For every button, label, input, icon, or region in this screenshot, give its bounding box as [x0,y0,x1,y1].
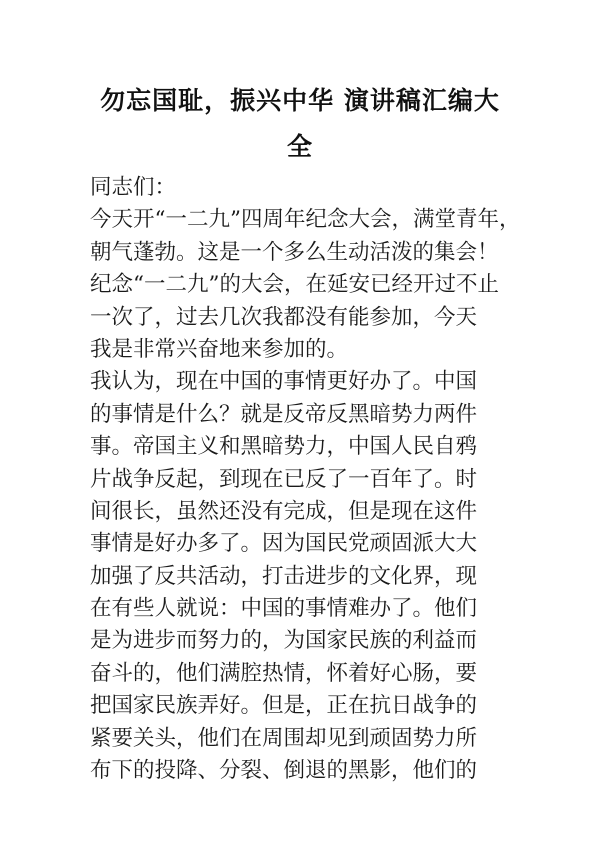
body-line: 把国家民族弄好。但是，正在抗日战争的 [90,693,478,719]
body-line: 在有些人就说：中国的事情难办了。他们 [90,596,478,622]
body-line: 的事情是什么？就是反帝反黑暗势力两件 [90,401,478,427]
body-line: 同志们： [90,175,177,200]
body-line: 紧要关头，他们在周围却见到顽固势力所 [90,725,478,751]
body-line: 是为进步而努力的，为国家民族的利益而 [90,628,478,654]
document-body [90,172,522,787]
body-line: 加强了反共活动，打击进步的文化界，现 [90,563,478,589]
document-title [90,78,510,170]
body-line: 纪念“一二九”的大会，在延安已经开过不止 [90,272,499,298]
body-line: 我认为，现在中国的事情更好办了。中国 [90,369,478,395]
body-line: 布下的投降、分裂、倒退的黑影，他们的 [90,758,478,784]
body-line: 朝气蓬勃。这是一个多么生动活泼的集会！ [90,239,499,265]
body-line: 事情是好办多了。因为国民党顽固派大大 [90,531,478,557]
body-line: 一次了，过去几次我都没有能参加，今天 [90,304,478,330]
body-line: 我是非常兴奋地来参加的。 [90,336,349,362]
body-line: 事。帝国主义和黑暗势力，中国人民自鸦 [90,434,478,460]
body-line: 间很长，虽然还没有完成，但是现在这件 [90,498,478,524]
body-line: 今天开“一二九”四周年纪念大会，满堂青年， [90,207,521,233]
title-line-1: 勿忘国耻，振兴中华 演讲稿汇编大 [100,86,500,115]
title-line-2: 全 [286,132,313,161]
body-line: 片战争反起，到现在已反了一百年了。时 [90,466,478,492]
body-line: 奋斗的，他们满腔热情，怀着好心肠，要 [90,660,478,686]
